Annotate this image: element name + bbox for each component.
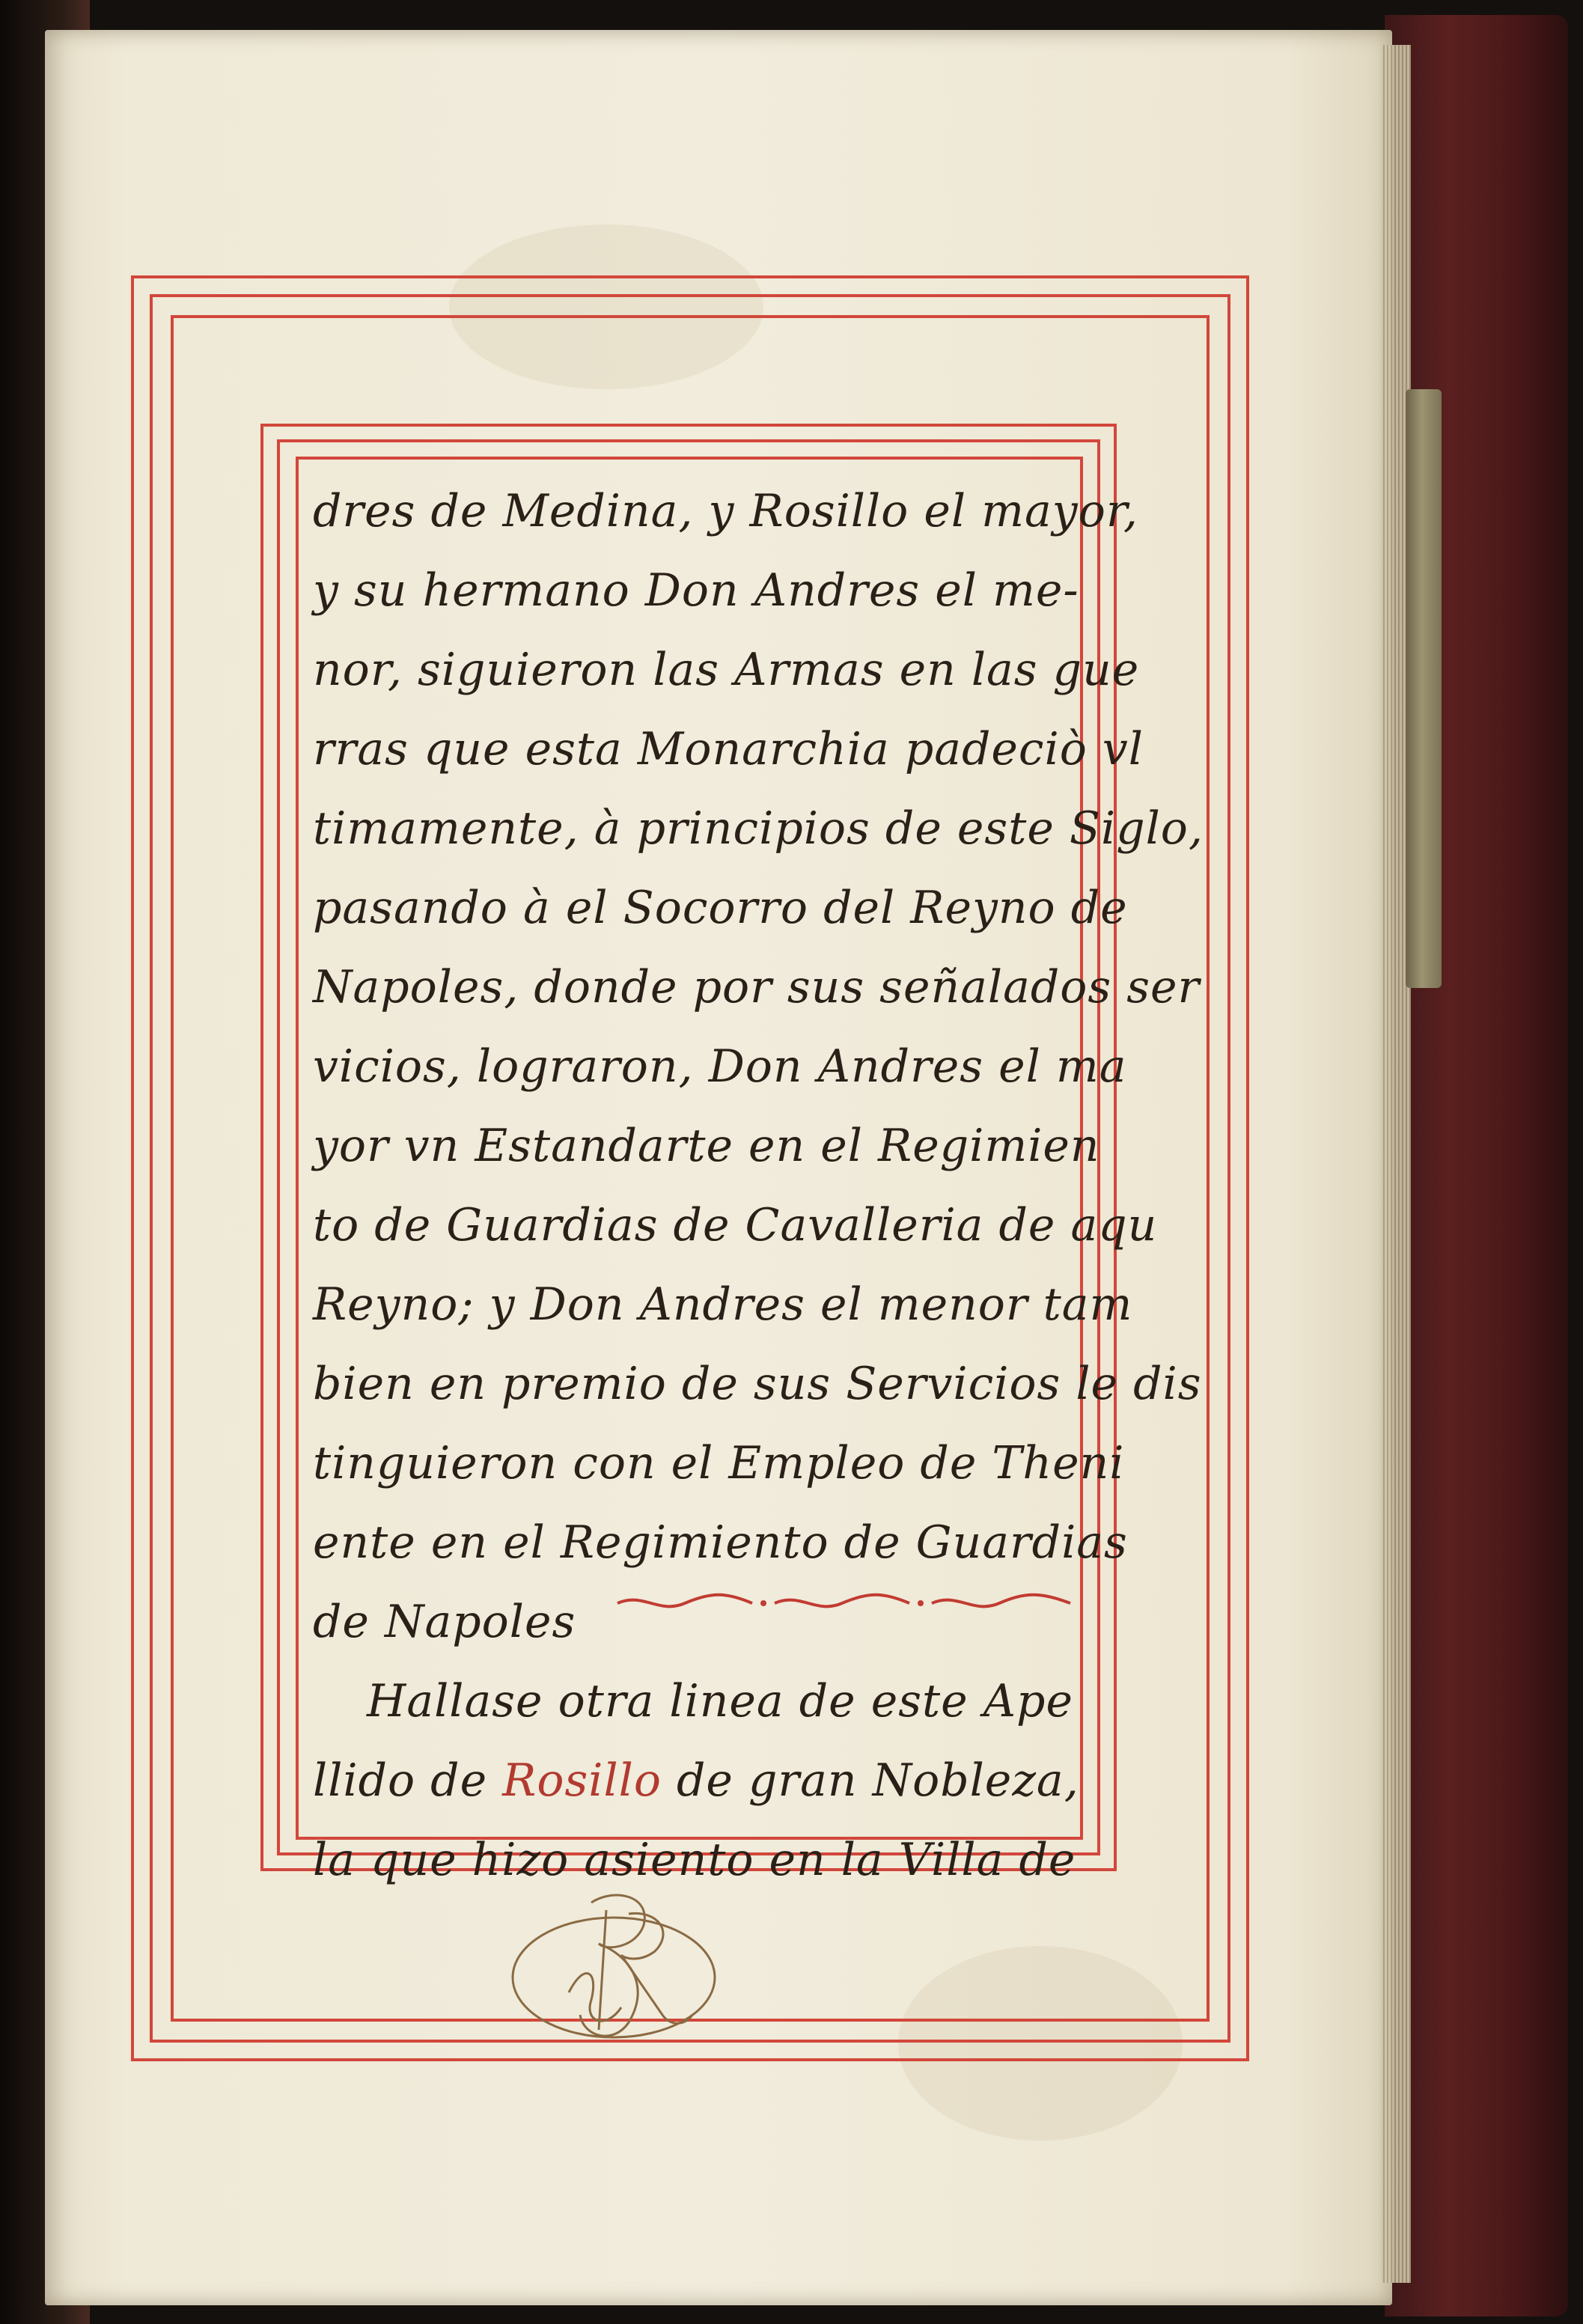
line-filler-flourish — [614, 1588, 1078, 1618]
text-line: vicios, lograron, Don Andres el ma — [313, 1040, 1127, 1093]
paragraph-start: Hallase otra linea de este Ape — [367, 1675, 1073, 1727]
text-line: tinguieron con el Empleo de Theni — [313, 1437, 1125, 1489]
text-line: timamente, à principios de este Siglo, — [313, 802, 1204, 855]
book-cover-edge — [1385, 15, 1568, 2317]
text-line: bien en premio de sus Servicios le dis — [313, 1358, 1202, 1410]
monogram-signature-icon — [501, 1880, 741, 2052]
text-line — [313, 1754, 1079, 1807]
text-line: pasando à el Socorro del Reyno de — [313, 882, 1128, 934]
text-line: ente en el Regimiento de Guardias — [313, 1516, 1128, 1569]
text-line: de Napoles — [313, 1596, 576, 1648]
text-line: to de Guardias de Cavalleria de aqu — [313, 1199, 1158, 1251]
text-line: la que hizo asiento en la Villa de — [313, 1834, 1076, 1886]
text-line: Napoles, donde por sus señalados ser — [313, 961, 1201, 1013]
text-line: nor, siguieron las Armas en las gue — [313, 644, 1140, 696]
page-edges — [1381, 45, 1411, 2283]
text-line: dres de Medina, y Rosillo el mayor, — [313, 485, 1138, 537]
text-segment: llido de — [313, 1754, 503, 1807]
text-line: rras que esta Monarchia padeciò vl — [313, 723, 1144, 775]
text-segment: de gran Nobleza, — [661, 1754, 1079, 1807]
text-line: yor vn Estandarte en el Regimien — [313, 1120, 1100, 1172]
bookmark-ribbon — [1406, 389, 1442, 988]
text-line: Reyno; y Don Andres el menor tam — [313, 1278, 1133, 1331]
text-line: y su hermano Don Andres el me- — [313, 564, 1079, 617]
rubricated-surname: Rosillo — [502, 1754, 662, 1807]
